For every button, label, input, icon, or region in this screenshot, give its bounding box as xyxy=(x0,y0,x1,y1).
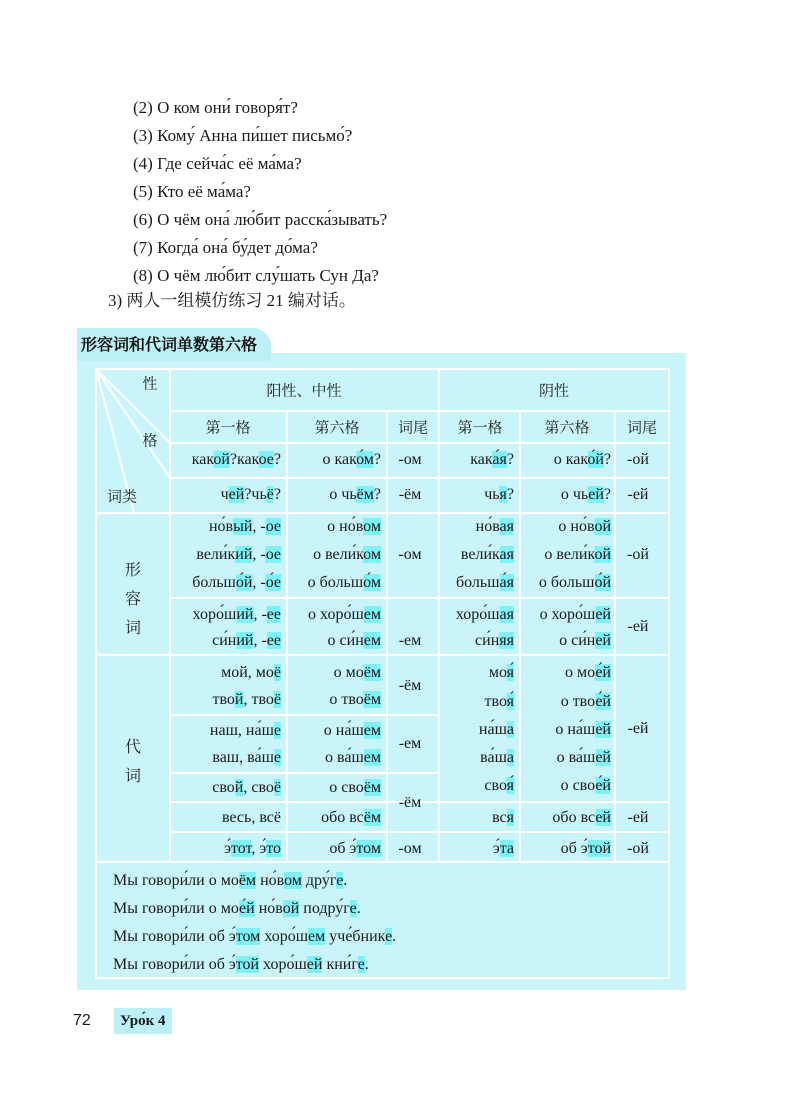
text-part: то xyxy=(266,840,281,857)
text-part: о чь xyxy=(560,486,589,503)
text-part: о́й xyxy=(587,451,604,468)
cell-adj2-line1-m1 xyxy=(193,606,281,624)
cell-adj1-line2-f6 xyxy=(544,546,611,564)
text-part: ей xyxy=(595,721,611,738)
cell-adj1-line1-f6 xyxy=(558,518,611,536)
text-part: чь xyxy=(484,486,500,503)
cell-chey-m6 xyxy=(329,486,381,504)
text-part: ом xyxy=(363,518,381,535)
pronoun-label: 代词 xyxy=(124,737,141,785)
header-m-ending: 词尾 xyxy=(397,418,429,437)
text-part: ей xyxy=(595,606,611,623)
text-part: ва́ш xyxy=(480,749,507,766)
text-part: а xyxy=(506,749,514,766)
cell-pronf-moya-f6 xyxy=(565,664,611,682)
cell-pron2-line1-m6 xyxy=(324,722,381,740)
text-part: ? xyxy=(603,451,611,468)
text-part: ей xyxy=(595,809,611,826)
header-feminine: 阴性 xyxy=(538,381,570,400)
text-part: ая xyxy=(499,518,514,535)
text-part: о вели́к xyxy=(313,546,364,563)
text-part: , сво xyxy=(243,779,274,796)
text-part: ем xyxy=(363,606,381,623)
text-part: о мо xyxy=(565,664,596,681)
text-part: е xyxy=(349,900,357,917)
cell-pronf-vasha-f6 xyxy=(557,749,611,767)
text-part: хоро́ш xyxy=(455,606,500,623)
text-part: ий xyxy=(236,632,254,649)
text-part: том xyxy=(356,840,381,857)
cell-adj1-line3-m6 xyxy=(308,574,381,592)
text-part: о сво xyxy=(329,779,364,796)
text-part: ё xyxy=(273,779,281,796)
text-part: . xyxy=(356,900,361,917)
cell-pronf-svoya-f6 xyxy=(561,777,611,795)
cell-pronf-nasha-f6 xyxy=(555,721,611,739)
text-part: е́й xyxy=(595,664,611,681)
text-part: е́й xyxy=(595,777,611,794)
text-part: тво xyxy=(212,691,235,708)
text-part: ей xyxy=(595,749,611,766)
text-part: хоро́ш xyxy=(260,928,309,945)
text-part: ём xyxy=(238,872,257,889)
cell-etot-mend: -ом xyxy=(398,840,422,857)
corner-class-label: 词类 xyxy=(106,487,138,506)
cell-adj2-line2-f6 xyxy=(559,632,611,650)
text-part: о хоро́ш xyxy=(308,606,364,623)
text-part: той xyxy=(587,840,611,857)
header-f-ending: 词尾 xyxy=(626,418,658,437)
text-part: ий xyxy=(235,546,253,563)
text-part: ем xyxy=(363,749,381,766)
text-part: но́в xyxy=(256,872,285,889)
text-part: я́ xyxy=(506,693,514,710)
cell-etot-f6 xyxy=(561,840,611,858)
section-title: 形容词和代词单数第六格 xyxy=(77,328,271,361)
text-part: а́я xyxy=(492,451,507,468)
text-part: э́ xyxy=(492,840,500,857)
text-part: о как xyxy=(322,451,357,468)
text-part: , - xyxy=(252,546,266,563)
cell-etot-f1 xyxy=(493,840,514,858)
text-part: ей xyxy=(595,632,611,649)
text-part: сво xyxy=(212,779,235,796)
text-part: дру́г xyxy=(301,872,337,889)
text-part: обо вс xyxy=(552,809,596,826)
text-part: ? xyxy=(603,486,611,503)
text-part: о́м xyxy=(356,451,374,468)
text-part: ? xyxy=(506,451,514,468)
text-part: ё xyxy=(266,486,274,503)
text-part: кни́г xyxy=(322,956,358,973)
cell-pron1-mend: -ём xyxy=(398,677,422,694)
text-part: ой xyxy=(282,900,300,917)
text-part: э́ xyxy=(224,840,231,857)
text-part: о больш xyxy=(538,574,595,591)
text-part: ей xyxy=(306,956,323,973)
text-part: ое xyxy=(265,546,281,563)
text-part: хоро́ш xyxy=(192,606,237,623)
text-part: Мы говори́ли о мо xyxy=(113,900,240,917)
cell-adj2-fend: -ей xyxy=(627,618,649,635)
text-part: яя xyxy=(499,632,514,649)
text-part: ой xyxy=(213,451,230,468)
header-m-case6: 第六格 xyxy=(314,418,360,437)
cell-adj2-line2-m1 xyxy=(212,632,281,650)
adjective-label: 形容词 xyxy=(124,560,141,637)
text-part: о на́ш xyxy=(555,721,596,738)
text-part: та xyxy=(499,840,514,857)
text-part: е́й xyxy=(239,900,255,917)
text-part: обо вс xyxy=(321,809,364,826)
cell-chey-f6 xyxy=(561,486,611,504)
text-part: ё xyxy=(273,691,281,708)
text-part: си́н xyxy=(475,632,500,649)
cell-adj2-line1-f1 xyxy=(456,606,514,624)
cell-adj2-mend: -ем xyxy=(398,632,422,649)
cell-svoy-ves-mend: -ём xyxy=(398,794,422,811)
text-part: ой xyxy=(594,518,611,535)
cell-adj1-line1-f1 xyxy=(476,518,514,536)
text-part: е xyxy=(385,928,393,945)
cell-ves-f1 xyxy=(492,809,514,827)
text-part: си́н xyxy=(212,632,237,649)
text-part: хоро́ш xyxy=(259,956,307,973)
text-part: ?чь xyxy=(244,486,267,503)
example-sentence-1 xyxy=(113,867,347,894)
cell-pron1-line1-m1 xyxy=(221,664,281,682)
text-part: о хоро́ш xyxy=(539,606,596,623)
cell-pronf-vasha-f1 xyxy=(480,749,514,767)
text-part: ?как xyxy=(229,451,259,468)
header-f-case1: 第一格 xyxy=(457,418,503,437)
example-sentence-3 xyxy=(113,923,396,950)
cell-pron2-line1-m1 xyxy=(210,722,281,740)
text-part: ем xyxy=(308,928,326,945)
text-part: ваш, ва́ш xyxy=(212,749,274,766)
question-3: (3) Кому́ Анна пи́шет письмо́? xyxy=(133,126,353,145)
text-part: . xyxy=(392,928,397,945)
cell-pron1-line2-m6 xyxy=(329,691,381,709)
text-part: о тво xyxy=(329,691,364,708)
text-part: , - xyxy=(252,518,266,535)
text-part: ое xyxy=(265,518,281,535)
text-part: , - xyxy=(252,574,266,591)
text-part: о ва́ш xyxy=(556,749,596,766)
question-8: (8) О чём лю́бит слу́шать Сун Да? xyxy=(133,266,379,285)
text-part: ? xyxy=(273,451,281,468)
question-7: (7) Когда́ она́ бу́дет до́ма? xyxy=(133,238,318,257)
text-part: о си́н xyxy=(559,632,596,649)
text-part: ом xyxy=(363,546,381,563)
text-part: ём xyxy=(363,691,381,708)
cell-kakoy-fend: -ой xyxy=(627,451,649,468)
text-part: как xyxy=(191,451,214,468)
text-part: Мы говори́ли о мо xyxy=(113,872,239,889)
text-part: ей xyxy=(588,486,604,503)
text-part: сво xyxy=(484,777,507,794)
cell-chey-mend: -ём xyxy=(398,486,422,503)
text-part: ? xyxy=(506,486,514,503)
cell-pronf-tvoya-f6 xyxy=(561,693,611,711)
cell-adj1-mend: -ом xyxy=(398,546,422,563)
cell-adj1-line2-m6 xyxy=(313,546,381,564)
cell-pronf-tvoya-f1 xyxy=(485,693,515,711)
corner-case-label: 格 xyxy=(142,431,158,450)
cell-pron1-line2-m1 xyxy=(212,691,281,709)
text-part: но́в xyxy=(475,518,500,535)
text-part: е xyxy=(273,722,281,739)
cell-pronf-nasha-f1 xyxy=(479,721,514,739)
text-part: , э́ xyxy=(251,840,267,857)
text-part: ое xyxy=(258,451,274,468)
cell-kakoy-f6 xyxy=(554,451,611,469)
text-part: подру́г xyxy=(299,900,350,917)
text-part: е xyxy=(273,749,281,766)
text-part: об э́ xyxy=(560,840,588,857)
text-part: тот xyxy=(230,840,252,857)
task-3: 3) 两人一组模仿练习 21 编对话。 xyxy=(108,291,356,310)
text-part: тво xyxy=(484,693,507,710)
text-part: ее xyxy=(266,632,281,649)
text-part: о чь xyxy=(329,486,357,503)
text-part: ? xyxy=(373,486,381,503)
question-2: (2) О ком они́ говоря́т? xyxy=(133,98,298,117)
text-part: ё xyxy=(273,664,281,681)
text-part: я xyxy=(499,486,507,503)
text-part: е xyxy=(336,872,344,889)
text-part: ой xyxy=(594,546,611,563)
cell-kakoy-mend: -ом xyxy=(398,451,422,468)
text-part: , тво xyxy=(243,691,274,708)
text-part: ём xyxy=(363,779,381,796)
text-part: о тво xyxy=(560,693,596,710)
text-part: о́й xyxy=(594,574,611,591)
text-part: ём xyxy=(363,809,381,826)
cell-adj1-line1-m6 xyxy=(327,518,381,536)
cell-kakoy-f1 xyxy=(470,451,514,469)
text-part: том xyxy=(235,928,261,945)
text-part: больш xyxy=(192,574,236,591)
question-4: (4) Где сейча́с её ма́ма? xyxy=(133,154,302,173)
cell-ves-m6 xyxy=(321,809,381,827)
cell-pronf-fend: -ей xyxy=(627,720,649,737)
text-part: больш xyxy=(456,574,500,591)
text-part: ч xyxy=(220,486,229,503)
example-sentence-4 xyxy=(113,951,369,978)
text-part: ? xyxy=(273,486,281,503)
lesson-badge: Уро́к 4 xyxy=(114,1008,172,1034)
cell-kakoy-m6 xyxy=(322,451,381,469)
cell-etot-m1 xyxy=(224,840,281,858)
cell-pronf-svoya-f1 xyxy=(484,777,514,795)
text-part: как xyxy=(470,451,493,468)
text-part: Мы говори́ли об э́ xyxy=(113,928,236,945)
text-part: ? xyxy=(373,451,381,468)
cell-adj1-line1-m1 xyxy=(209,518,281,536)
cell-adj2-line1-f6 xyxy=(540,606,611,624)
text-part: вели́к xyxy=(196,546,236,563)
text-part: вс xyxy=(492,809,507,826)
text-part: е́й xyxy=(595,693,611,710)
cell-adj1-line2-f1 xyxy=(461,546,514,564)
text-part: ем xyxy=(363,722,381,739)
cell-adj2-line2-f1 xyxy=(475,632,514,650)
header-f-case6: 第六格 xyxy=(544,418,590,437)
cell-adj1-line3-m1 xyxy=(192,574,281,592)
header-m-case1: 第一格 xyxy=(205,418,251,437)
cell-adj1-line2-m1 xyxy=(196,546,281,564)
text-part: а́я xyxy=(499,574,514,591)
cell-svoy-m1 xyxy=(212,779,281,797)
cell-adj1-line3-f6 xyxy=(539,574,611,592)
text-part: о но́в xyxy=(558,518,595,535)
text-part: о си́н xyxy=(327,632,364,649)
cell-ves-fend: -ей xyxy=(627,809,649,826)
text-part: ая xyxy=(499,546,514,563)
corner-gender-label: 性 xyxy=(142,374,158,393)
text-part: я́ xyxy=(506,777,514,794)
cell-adj2-line1-m6 xyxy=(308,606,381,624)
cell-pron2-mend: -ем xyxy=(398,735,422,752)
text-part: о́й xyxy=(235,574,253,591)
question-6: (6) О чём она́ лю́бит расска́зывать? xyxy=(133,210,388,229)
text-part: но́в xyxy=(254,900,283,917)
question-5: (5) Кто её ма́ма? xyxy=(133,182,251,201)
text-part: но́в xyxy=(208,518,234,535)
text-part: я́ xyxy=(506,664,514,681)
text-part: Мы говори́ли об э́ xyxy=(113,956,236,973)
text-part: о́е xyxy=(265,574,281,591)
text-part: о как xyxy=(553,451,588,468)
text-part: ом xyxy=(284,872,302,889)
text-part: наш, на́ш xyxy=(209,722,274,739)
text-part: о на́ш xyxy=(323,722,364,739)
text-part: а xyxy=(506,721,514,738)
text-part: . xyxy=(343,872,348,889)
text-part: ём xyxy=(363,664,381,681)
cell-chey-fend: -ей xyxy=(627,486,649,503)
text-part: об э́ xyxy=(329,840,357,857)
text-part: й xyxy=(234,691,244,708)
text-part: ый xyxy=(233,518,253,535)
text-part: той xyxy=(235,956,260,973)
text-part: мой, мо xyxy=(221,664,274,681)
text-part: ий xyxy=(236,606,254,623)
text-part: е xyxy=(357,956,365,973)
cell-pron2-line2-m1 xyxy=(212,749,281,767)
cell-adj1-fend: -ой xyxy=(627,546,649,563)
text-part: , - xyxy=(253,632,267,649)
text-part: ей xyxy=(228,486,245,503)
cell-pron2-line2-m6 xyxy=(325,749,381,767)
page-number: 72 xyxy=(73,1012,91,1029)
text-part: уче́бник xyxy=(325,928,386,945)
text-part: мо xyxy=(488,664,507,681)
text-part: о́м xyxy=(363,574,381,591)
text-part: о больш xyxy=(307,574,364,591)
text-part: на́ш xyxy=(478,721,507,738)
text-part: й xyxy=(234,779,244,796)
cell-pronf-moya-f1 xyxy=(489,664,514,682)
example-sentence-2 xyxy=(113,895,361,922)
cell-chey-m1 xyxy=(221,486,281,504)
text-part: ее xyxy=(266,606,281,623)
cell-adj1-line3-f1 xyxy=(456,574,514,592)
cell-pron1-line1-m6 xyxy=(334,664,381,682)
header-masc-neut: 阳性、中性 xyxy=(266,381,342,400)
cell-ves-f6 xyxy=(552,809,611,827)
text-part: вели́к xyxy=(460,546,500,563)
cell-adj2-line2-m6 xyxy=(328,632,381,650)
cell-chey-f1 xyxy=(484,486,514,504)
cell-ves-m1: весь, всё xyxy=(221,809,281,826)
cell-kakoy-m1 xyxy=(192,451,281,469)
text-part: . xyxy=(364,956,369,973)
text-part: ем xyxy=(363,632,381,649)
text-part: я xyxy=(506,809,514,826)
text-part: ём xyxy=(356,486,374,503)
text-part: , - xyxy=(253,606,267,623)
text-part: о вели́к xyxy=(544,546,595,563)
cell-etot-m6 xyxy=(329,840,381,858)
text-part: о сво xyxy=(560,777,596,794)
text-part: ая xyxy=(499,606,514,623)
cell-svoy-m6 xyxy=(329,779,381,797)
text-part: о но́в xyxy=(327,518,364,535)
cell-etot-fend: -ой xyxy=(627,840,649,857)
text-part: о ва́ш xyxy=(325,749,364,766)
text-part: о мо xyxy=(333,664,364,681)
